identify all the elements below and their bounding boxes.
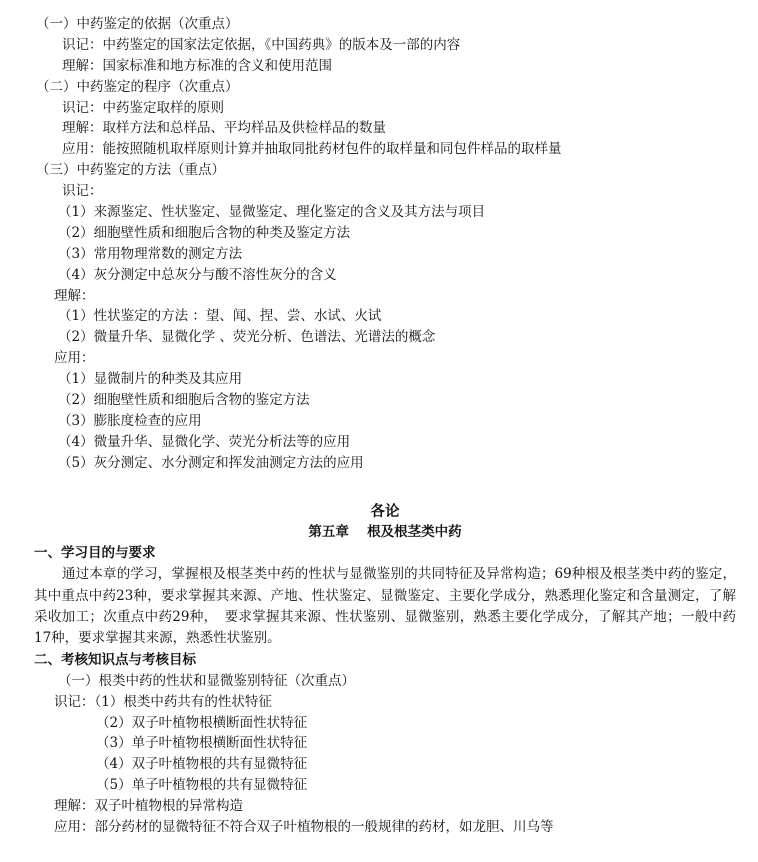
section-2-line: 理解：取样方法和总样品、平均样品及供检样品的数量 [62, 120, 386, 137]
exam-memorize-item: （5）单子叶植物根的共有显微特征 [96, 777, 308, 794]
apply-item: （5）灰分测定、水分测定和挥发油测定方法的应用 [58, 454, 364, 471]
exam-memorize-first: 识记：（1）根类中药共有的性状特征 [54, 693, 272, 710]
apply-label: 应用： [54, 350, 95, 367]
exam-points-subheading: （一）根类中药的性状和显微鉴别特征（次重点） [58, 672, 355, 689]
exam-understand: 理解：双子叶植物根的异常构造 [54, 798, 243, 815]
section-1-line: 理解：国家标准和地方标准的含义和使用范围 [62, 57, 332, 74]
section-3-heading: （三）中药鉴定的方法（重点） [36, 162, 225, 179]
understand-label: 理解： [54, 287, 95, 304]
understand-item: （1）性状鉴定的方法 ：望、闻、捏、尝、水试、火试 [58, 308, 382, 325]
memorize-label: 识记： [62, 183, 103, 200]
memorize-item: （1）来源鉴定、性状鉴定、显微鉴定、理化鉴定的含义及其方法与项目 [58, 204, 486, 221]
apply-item: （1）显微制片的种类及其应用 [58, 371, 243, 388]
section-2-line: 应用：能按照随机取样原则计算并抽取同批药材包件的取样量和同包件样品的取样量 [62, 141, 562, 158]
exam-memorize-item: （2）双子叶植物根横断面性状特征 [96, 714, 308, 731]
document-page [0, 14, 758, 838]
objectives-paragraph-block [0, 564, 758, 650]
section-gap [0, 474, 758, 502]
understand-item: （2）微量升华、显微化学 、荧光分析、色谱法、光谱法的概念 [58, 329, 436, 346]
exam-memorize-item: （3）单子叶植物根横断面性状特征 [96, 735, 308, 752]
memorize-item: （3）常用物理常数的测定方法 [58, 245, 243, 262]
memorize-item: （4）灰分测定中总灰分与酸不溶性灰分的含义 [58, 266, 337, 283]
memorize-item: （2）细胞壁性质和细胞后含物的种类及鉴定方法 [58, 224, 351, 241]
section-1-heading: （一）中药鉴定的依据（次重点） [36, 16, 239, 32]
exam-apply: 应用：部分药材的显微特征不符合双子叶植物根的一般规律的药材，如龙胆、川乌等 [54, 819, 554, 836]
apply-item: （3）膨胀度检查的应用 [58, 412, 202, 429]
part-title: 各论 [370, 502, 400, 520]
exam-memorize-item: （4）双子叶植物根的共有显微特征 [96, 756, 308, 773]
section-1-line: 识记：中药鉴定的国家法定依据，《中国药典》的版本及一部的内容 [62, 36, 461, 53]
section-2-line: 识记：中药鉴定取样的原则 [62, 99, 224, 116]
exam-points-heading: 二、考核知识点与考核目标 [34, 651, 196, 668]
section-2-heading: （二）中药鉴定的程序（次重点） [36, 78, 239, 95]
chapter-title: 第五章 根及根茎类中药 [308, 524, 462, 541]
objectives-heading: 一、学习目的与要求 [34, 545, 156, 562]
apply-item: （2）细胞壁性质和细胞后含物的鉴定方法 [58, 392, 310, 409]
apply-item: （4）微量升华、显微化学、荧光分析法等的应用 [58, 433, 351, 450]
objectives-paragraph: 通过本章的学习，掌握根及根茎类中药的性状与显微鉴别的共同特征及异常构造；69种根及根茎类中药的鉴定，其中重点中药23种，要求掌握其来源、产地、性状鉴定、显微鉴定、主要化学成分，熟悉理化鉴定和含量测定，了解采收加工；次重点中药29种， 要求掌握其来源、性状鉴别、显微鉴别，熟悉主要化学成分，了解其产地；一般中药17种，要求掌握其来源，熟悉性状鉴别。 [34, 566, 736, 647]
